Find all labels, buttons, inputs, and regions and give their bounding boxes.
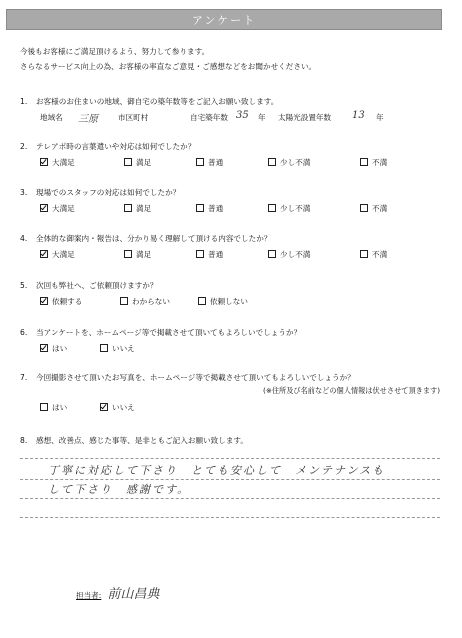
q2-option-satisfied[interactable]: 満足 [124, 157, 151, 168]
checkbox-icon[interactable] [268, 158, 276, 166]
q5-option-will-not-request[interactable]: 依頼しない [198, 296, 248, 307]
q3-option-satisfied[interactable]: 満足 [124, 203, 151, 214]
checkbox-icon[interactable] [360, 250, 368, 258]
checked-checkbox-icon[interactable] [40, 344, 48, 352]
region-value[interactable]: 三原 [78, 114, 98, 125]
checked-checkbox-icon[interactable] [40, 297, 48, 305]
q3-option-slightly-dissatisfied[interactable]: 少し不満 [268, 203, 310, 214]
comment-line-divider [20, 479, 440, 480]
q2-option-slightly-dissatisfied[interactable]: 少し不満 [268, 157, 310, 168]
home-age-unit: 年 [258, 113, 266, 122]
q2-option-very-satisfied[interactable]: 大満足 [40, 157, 75, 168]
question-3-text: 現場でのスタッフの対応は如何でしたか？ [36, 188, 181, 197]
comment-line-divider [20, 458, 440, 459]
q4-option-dissatisfied[interactable]: 不満 [360, 249, 387, 260]
question-6 [20, 327, 301, 338]
title-bar [6, 9, 442, 30]
question-2 [20, 141, 195, 152]
question-1-fields [40, 112, 440, 126]
checkbox-icon[interactable] [124, 204, 132, 212]
question-5 [20, 280, 158, 291]
staff-section [76, 583, 159, 602]
q7-option-no[interactable]: いいえ [100, 402, 135, 413]
solar-years-unit: 年 [376, 113, 384, 122]
checkbox-icon[interactable] [100, 344, 108, 352]
privacy-note: (※住所及び名前などの個人情報は伏せさせて頂きます) [263, 386, 440, 395]
comment-line-divider [20, 517, 440, 518]
home-age-value[interactable]: 35 [236, 110, 249, 121]
checked-checkbox-icon[interactable] [100, 403, 108, 411]
question-8-text: 感想、改善点、感じた事等、是非ともご記入お願い致します。 [36, 436, 249, 445]
q3-option-dissatisfied[interactable]: 不満 [360, 203, 387, 214]
question-1 [20, 96, 278, 107]
q3-option-neutral[interactable]: 普通 [196, 203, 223, 214]
question-5-text: 次回も弊社へ、ご依頼頂けますか？ [36, 281, 158, 290]
checkbox-icon[interactable] [268, 250, 276, 258]
solar-years-value[interactable]: 13 [352, 110, 365, 121]
checkbox-icon[interactable] [196, 158, 204, 166]
checkbox-icon[interactable] [268, 204, 276, 212]
checked-checkbox-icon[interactable] [40, 250, 48, 258]
q4-option-neutral[interactable]: 普通 [196, 249, 223, 260]
q6-option-yes[interactable]: はい [40, 343, 67, 354]
q2-option-neutral[interactable]: 普通 [196, 157, 223, 168]
comment-line-2[interactable]: して下さり 感謝です。 [48, 483, 191, 496]
q2-option-dissatisfied[interactable]: 不満 [360, 157, 387, 168]
intro-line-1: 今後もお客様にご満足頂けるよう、努力して参ります。 [20, 47, 210, 56]
comment-line-1[interactable]: 丁寧に対応して下さり とても安心して メンテナンスも [48, 464, 386, 477]
question-6-text: 当アンケートを、ホームページ等で掲載させて頂いてもよろしいでしょうか？ [36, 328, 302, 337]
checked-checkbox-icon[interactable] [40, 158, 48, 166]
question-4-text: 全体的な御案内・報告は、分かり易く理解して頂ける内容でしたか？ [36, 234, 272, 243]
checkbox-icon[interactable] [196, 204, 204, 212]
question-1-number: 1. [20, 97, 28, 106]
q6-option-no[interactable]: いいえ [100, 343, 135, 354]
checkbox-icon[interactable] [196, 250, 204, 258]
question-3 [20, 187, 180, 198]
checkbox-icon[interactable] [124, 250, 132, 258]
question-2-number: 2. [20, 142, 28, 151]
checkbox-icon[interactable] [120, 297, 128, 305]
checkbox-icon[interactable] [40, 403, 48, 411]
q4-option-very-satisfied[interactable]: 大満足 [40, 249, 75, 260]
home-age-label: 自宅築年数 [190, 113, 228, 122]
q4-option-satisfied[interactable]: 満足 [124, 249, 151, 260]
question-1-text: お客様のお住まいの地域、御自宅の築年数等をご記入お願い致します。 [36, 97, 279, 106]
question-8-number: 8. [20, 436, 28, 445]
intro-line-2: さらなるサービス向上の為、お客様の率直なご意見・ご感想などをお聞かせください。 [20, 62, 317, 71]
intro-text [20, 44, 316, 74]
checkbox-icon[interactable] [360, 158, 368, 166]
region-label: 地域名 [40, 113, 63, 122]
staff-signature: 前山昌典 [107, 587, 160, 602]
question-6-number: 6. [20, 328, 28, 337]
checked-checkbox-icon[interactable] [40, 204, 48, 212]
question-3-number: 3. [20, 188, 28, 197]
page-title: アンケート [191, 14, 257, 27]
question-7-text: 今回撮影させて頂いたお写真を、ホームページ等で掲載させて頂いてもよろしいでしょうか？ [36, 373, 355, 382]
question-7 [20, 372, 355, 383]
question-8 [20, 435, 248, 446]
question-4-number: 4. [20, 234, 28, 243]
q7-option-yes[interactable]: はい [40, 402, 67, 413]
question-7-number: 7. [20, 373, 28, 382]
solar-years-label: 太陽光設置年数 [278, 113, 332, 122]
q4-option-slightly-dissatisfied[interactable]: 少し不満 [268, 249, 310, 260]
region-suffix: 市区町村 [118, 113, 149, 122]
comment-line-divider [20, 498, 440, 499]
question-2-text: テレアポ時の言葉遣いや対応は如何でしたか？ [36, 142, 196, 151]
checkbox-icon[interactable] [124, 158, 132, 166]
question-4 [20, 233, 271, 244]
checkbox-icon[interactable] [360, 204, 368, 212]
question-5-number: 5. [20, 281, 28, 290]
q3-option-very-satisfied[interactable]: 大満足 [40, 203, 75, 214]
q5-option-will-request[interactable]: 依頼する [40, 296, 82, 307]
staff-label: 担当者: [76, 591, 102, 600]
q5-option-unsure[interactable]: わからない [120, 296, 170, 307]
checkbox-icon[interactable] [198, 297, 206, 305]
